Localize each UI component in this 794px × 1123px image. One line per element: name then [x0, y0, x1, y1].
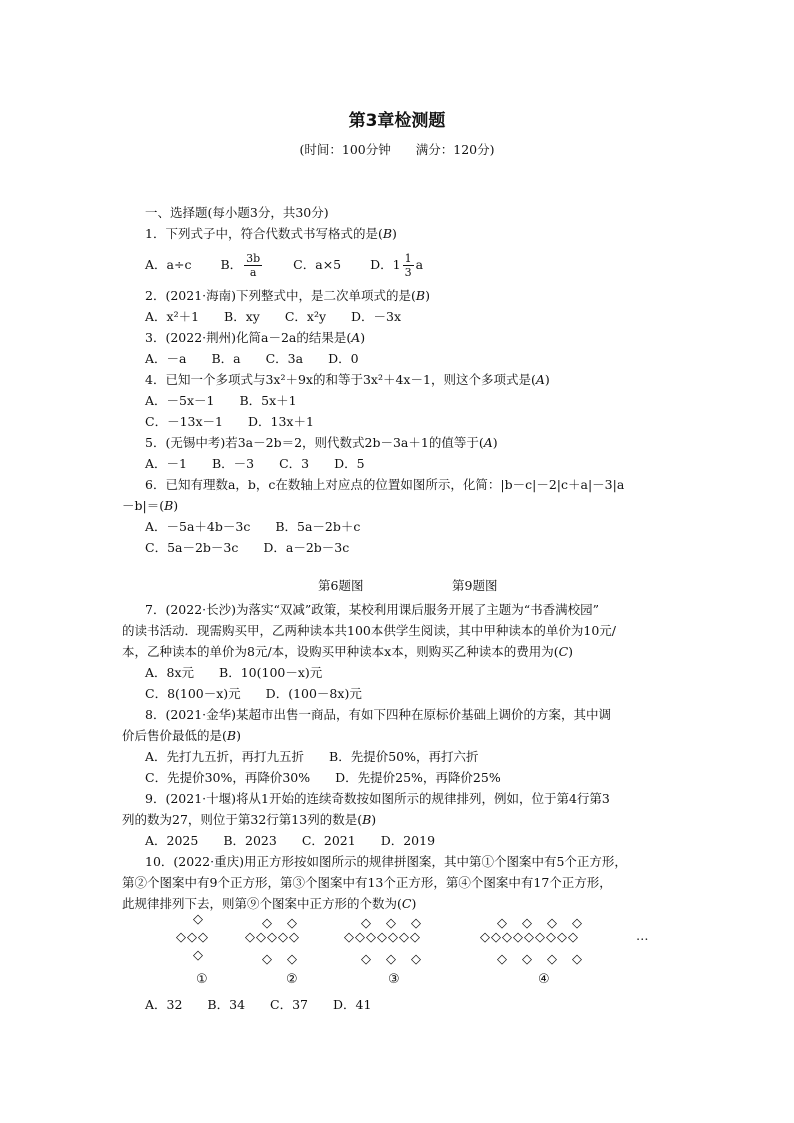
question-2-stem: 2．(2021·海南)下列整式中，是二次单项式的是(B)	[145, 288, 430, 303]
figure-6-caption: 第6题图	[318, 578, 364, 593]
pattern-label-4: ④	[538, 972, 550, 987]
question-10-stem-line3: 此规律排列下去，则第⑨个图案中正方形的个数为(C)	[122, 896, 417, 911]
question-7-stem-line1: 7．(2022·长沙)为落实“双减”政策，某校利用课后服务开展了主题为“书香满校园”	[145, 602, 600, 617]
question-7-options-row1: A．8x元 B．10(100－x)元	[145, 665, 323, 680]
pattern-4-top-row: ◇ ◇ ◇ ◇	[497, 916, 583, 931]
page-title: 第3章检测题	[348, 111, 446, 131]
question-7-options-row2: C．8(100－x)元 D．(100－8x)元	[145, 686, 362, 701]
question-5-stem: 5．(无锡中考)若3a－2b＝2，则代数式2b－3a＋1的值等于(A)	[145, 435, 498, 450]
question-4-options-row2: C．－13x－1 D．13x＋1	[145, 414, 314, 429]
question-1-stem: 1．下列式子中，符合代数式书写格式的是(B)	[145, 226, 397, 241]
pattern-3-bottom-row: ◇ ◇ ◇	[361, 952, 422, 967]
question-8-options-row2: C．先提价30%，再降价30% D．先提价25%，再降价25%	[145, 770, 501, 785]
question-6-stem-line1: 6．已知有理数a，b，c在数轴上对应点的位置如图所示，化简：|b－c|－2|c＋a|－3|a	[145, 477, 625, 492]
question-10-options: A．32 B．34 C．37 D．41	[145, 997, 372, 1012]
question-10-stem-line2: 第②个图案中有9个正方形，第③个图案中有13个正方形，第④个图案中有17个正方形，	[122, 875, 612, 890]
question-4-stem: 4．已知一个多项式与3x²＋9x的和等于3x²＋4x－1，则这个多项式是(A)	[145, 372, 550, 387]
question-1-options: A．a÷c B． $\frac{3b}{a}$ C．a×5 D．1 $\frac{1}{3}$ a	[145, 252, 424, 279]
question-8-stem-line1: 8．(2021·金华)某超市出售一商品，有如下四种在原标价基础上调价的方案，其中调	[145, 707, 611, 722]
question-9-stem-line1: 9．(2021·十堰)将从1开始的连续奇数按如图所示的规律排列，例如，位于第4行第3	[145, 791, 610, 806]
question-7-stem-line2: 的读书活动．现需购买甲，乙两种读本共100本供学生阅读，其中甲种读本的单价为10元/	[122, 623, 616, 638]
question-9-options: A．2025 B．2023 C．2021 D．2019	[145, 833, 436, 848]
pattern-2-bottom-row: ◇ ◇	[262, 952, 298, 967]
question-10-stem-line1: 10．(2022·重庆)用正方形按如图所示的规律拼图案，其中第①个图案中有5个正方形，	[145, 854, 627, 869]
question-8-options-row1: A．先打九五折，再打九五折 B．先提价50%，再打六折	[145, 749, 479, 764]
pattern-label-3: ③	[388, 972, 400, 987]
pattern-3-top-row: ◇ ◇ ◇	[361, 916, 422, 931]
question-2-options: A．x²＋1 B．xy C．x²y D．－3x	[145, 309, 402, 324]
question-4-options-row1: A．－5x－1 B．5x＋1	[145, 393, 297, 408]
pattern-1-top-row: ◇	[193, 912, 204, 927]
pattern-1-bottom-row: ◇	[193, 948, 204, 963]
question-5-options: A．－1 B．－3 C．3 D．5	[145, 456, 365, 471]
figure-9-caption: 第9题图	[452, 578, 498, 593]
question-7-stem-line3: 本，乙种读本的单价为8元/本，设购买甲种读本x本，则购买乙种读本的费用为(C)	[122, 644, 574, 659]
pattern-2-middle-row: ◇◇◇◇◇	[245, 930, 300, 945]
pattern-3-middle-row: ◇◇◇◇◇◇◇	[344, 930, 421, 945]
exam-info: (时间：100分钟 满分：120分)	[299, 142, 495, 157]
question-3-options: A．－a B．a C．3a D．0	[145, 351, 359, 366]
question-8-stem-line2: 价后售价最低的是(B)	[122, 728, 241, 743]
question-6-options-row2: C．5a－2b－3c D．a－2b－3c	[145, 540, 350, 555]
pattern-2-top-row: ◇ ◇	[262, 916, 298, 931]
question-3-stem: 3．(2022·荆州)化简a－2a的结果是(A)	[145, 330, 366, 345]
question-9-stem-line2: 列的数为27，则位于第32行第13列的数是(B)	[122, 812, 377, 827]
pattern-ellipsis: …	[636, 928, 649, 943]
pattern-4-bottom-row: ◇ ◇ ◇ ◇	[497, 952, 583, 967]
section-heading: 一、选择题(每小题3分，共30分)	[145, 205, 329, 220]
question-6-options-row1: A．－5a＋4b－3c B．5a－2b＋c	[145, 519, 361, 534]
pattern-label-1: ①	[196, 972, 208, 987]
pattern-1-middle-row: ◇◇◇	[176, 930, 209, 945]
pattern-4-middle-row: ◇◇◇◇◇◇◇◇◇	[480, 930, 579, 945]
pattern-label-2: ②	[286, 972, 298, 987]
question-6-stem-line2: －b|＝(B)	[122, 498, 179, 513]
